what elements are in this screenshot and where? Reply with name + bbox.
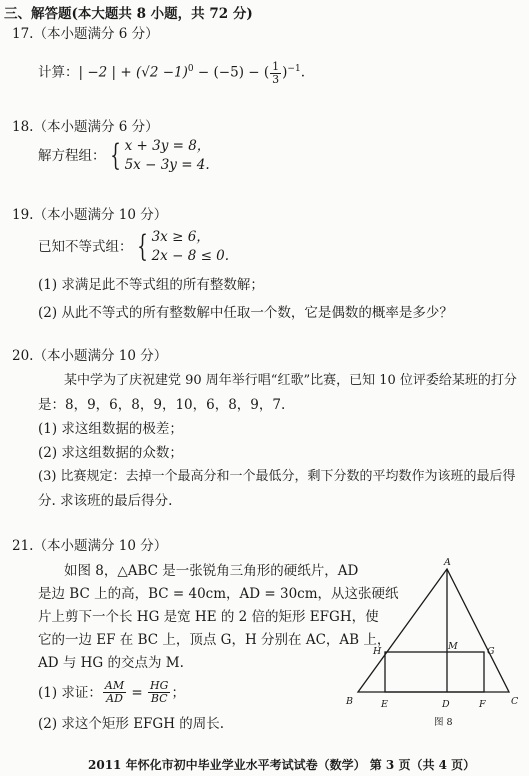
problem-17-header: 17.（本小题满分 6 分） [12, 26, 159, 42]
problem-20-question-2: (2) 求这组数据的众数； [38, 445, 183, 461]
problem-17-exponent-neg1: −1 [287, 64, 301, 74]
problem-20-line-1: 某中学为了庆祝建党 90 周年举行唱“红歌”比赛，已知 10 位评委给某班的打分 [64, 373, 517, 388]
fraction-denominator: BC [150, 692, 168, 705]
brace-icon: { [136, 229, 148, 264]
problem-17-expr-c: ) [282, 64, 288, 81]
rectangle-efgh [385, 652, 484, 692]
page-footer: 2011 年怀化市初中毕业学业水平考试试卷（数学） 第 3 页（共 4 页） [88, 758, 476, 772]
triangle-figure [340, 555, 525, 735]
problem-20-question-3a: (3) 比赛规定：去掉一个最高分和一个最低分，剩下分数的平均数作为该班的最后得 [38, 469, 516, 484]
problem-17-end: . [300, 64, 305, 81]
problem-21-line-5: AD 与 HG 的交点为 M. [38, 655, 184, 671]
problem-21-q1-label: (1) 求证： [38, 684, 102, 701]
problem-17-expression [38, 60, 305, 86]
label-e: E [381, 699, 388, 710]
label-b: B [346, 696, 353, 707]
problem-20-question-3b: 分. 求该班的最后得分. [38, 493, 173, 509]
problem-21-line-2: 是边 BC 上的高，BC = 40cm，AD = 30cm，从这张硬纸 [38, 586, 399, 602]
problem-21-question-1 [38, 680, 185, 705]
problem-18-eq2: 5x − 3y = 4. [124, 157, 210, 173]
section-title: 三、解答题(本大题共 8 小题，共 72 分) [4, 6, 253, 22]
problem-20-header: 20.（本小题满分 10 分） [12, 348, 168, 364]
problem-18-header: 18.（本小题满分 6 分） [12, 119, 159, 135]
fraction-hg-bc [148, 680, 170, 705]
problem-19-question-1: (1) 求满足此不等式组的所有整数解； [38, 277, 264, 293]
problem-21-line-1: 如图 8，△ABC 是一张锐角三角形的硬纸片，AD [64, 563, 359, 579]
problem-17-expr-b: − (−5) − ( [193, 64, 270, 81]
fraction-denominator: AD [106, 692, 123, 705]
problem-17-fraction [270, 61, 281, 86]
problem-18-label: 解方程组： [38, 148, 106, 164]
label-d: D [442, 699, 450, 710]
fraction-denominator: 3 [272, 72, 280, 86]
problem-17-exponent-0: 0 [187, 64, 194, 74]
problem-17-label: 计算： [38, 64, 79, 81]
label-f: F [479, 699, 486, 710]
problem-19-ineq2: 2x − 8 ≤ 0. [151, 248, 230, 264]
problem-19-header: 19.（本小题满分 10 分） [12, 207, 168, 223]
problem-18-system [38, 137, 210, 175]
problem-20-line-2: 是：8，9，6，8，9，10，6，8，9，7. [38, 397, 286, 413]
fraction-numerator: AM [104, 679, 125, 692]
problem-18-eq1: x + 3y = 8， [124, 138, 211, 154]
fraction-numerator: 1 [272, 59, 280, 73]
problem-19-system [38, 228, 229, 266]
problem-21-line-3: 片上剪下一个长 HG 是宽 HE 的 2 倍的矩形 EFGH，使 [38, 609, 379, 625]
label-c: C [511, 696, 519, 707]
brace-icon: { [109, 138, 121, 173]
label-g: G [487, 646, 495, 657]
equals-sign: = [127, 684, 148, 701]
problem-19-ineq1: 3x ≥ 6， [151, 229, 210, 245]
problem-21-line-4: 它的一边 EF 在 BC 上，顶点 G，H 分别在 AC，AB 上， [38, 632, 391, 648]
label-m: M [448, 641, 458, 652]
fraction-am-ad [103, 680, 126, 705]
problem-21-q1-end: ； [171, 684, 185, 701]
figure-caption: 图 8 [434, 717, 453, 728]
problem-17-expr-a: | −2 | + (√2 −1) [78, 64, 188, 81]
fraction-numerator: HG [150, 679, 169, 692]
problem-21-question-2: (2) 求这个矩形 EFGH 的周长. [38, 716, 225, 732]
problem-19-label: 已知不等式组： [38, 239, 133, 255]
problem-19-question-2: (2) 从此不等式的所有整数解中任取一个数，它是偶数的概率是多少？ [38, 305, 453, 321]
label-a: A [444, 557, 451, 568]
triangle-abc [358, 569, 509, 692]
label-h: H [373, 646, 382, 657]
problem-20-question-1: (1) 求这组数据的极差； [38, 421, 183, 437]
problem-21-header: 21.（本小题满分 10 分） [12, 538, 168, 554]
